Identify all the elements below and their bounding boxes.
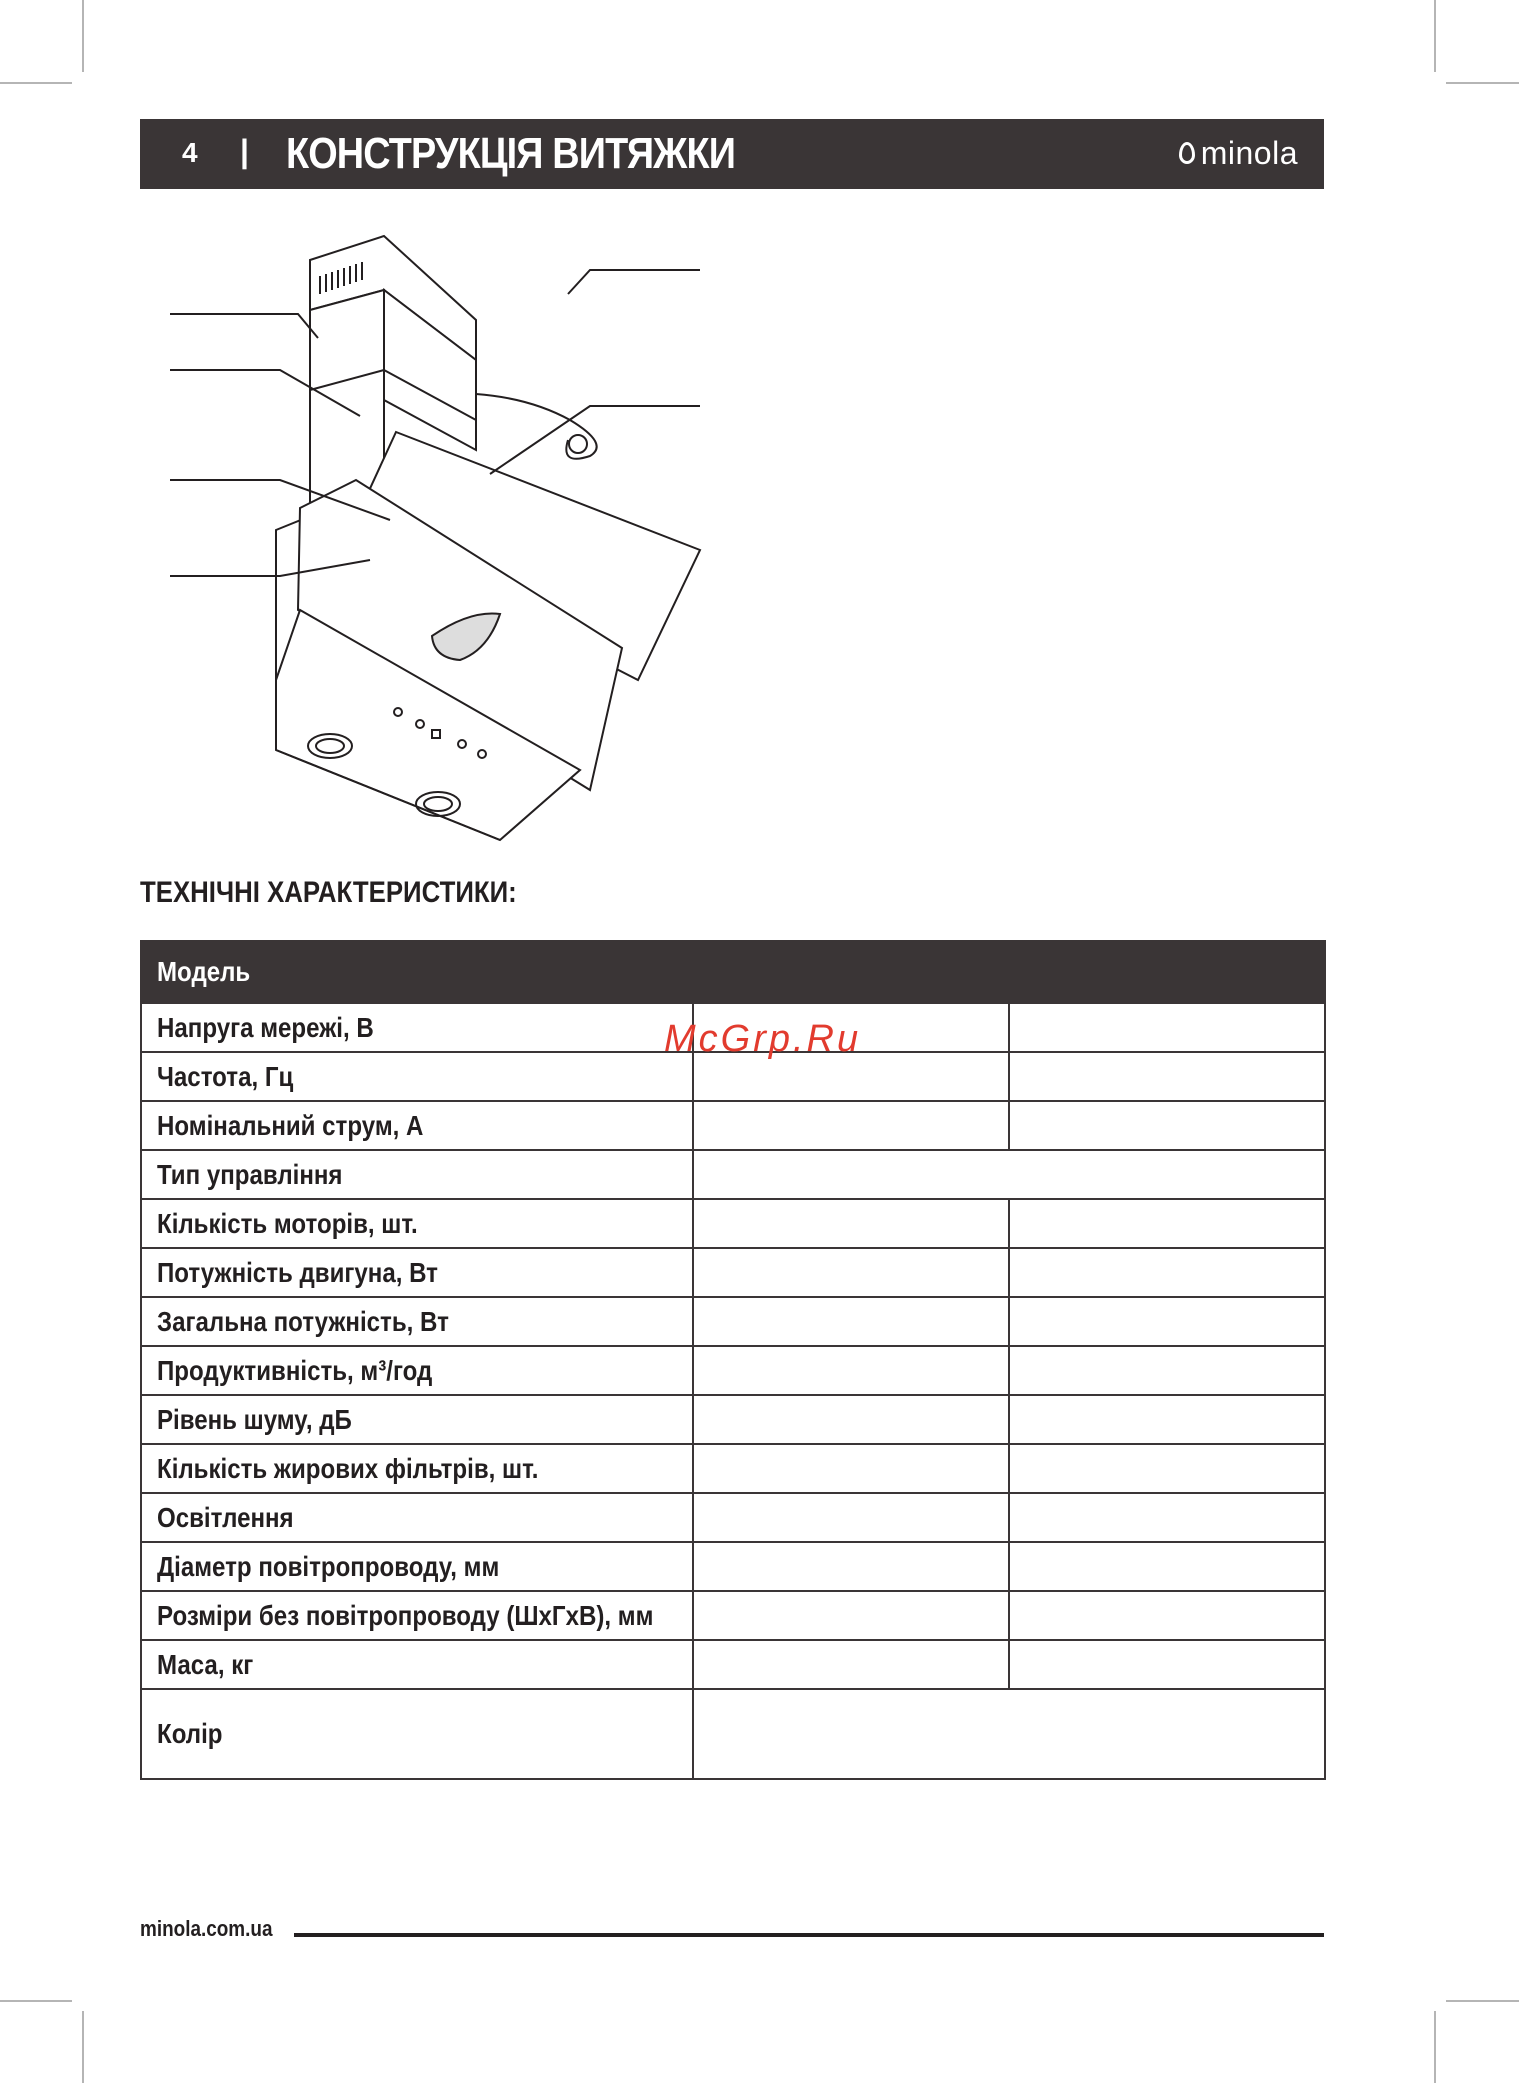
value-cell (693, 1444, 1009, 1493)
value-cell (1009, 1591, 1325, 1640)
row-label: Маса, кг (157, 1648, 254, 1680)
page-number: 4 (182, 137, 198, 168)
row-label: Потужність двигуна, Вт (157, 1256, 438, 1288)
row-label: Кількість моторів, шт. (157, 1207, 418, 1239)
table-row (141, 1493, 1325, 1542)
value-cell (1009, 1640, 1325, 1689)
row-label: Діаметр повітропроводу, мм (157, 1550, 500, 1582)
value-cell (1009, 1052, 1325, 1101)
row-label: Рівень шуму, дБ (157, 1403, 352, 1435)
value-cell (1009, 1542, 1325, 1591)
crop-mark (0, 82, 72, 84)
footer-url[interactable]: minola.com.ua (140, 1916, 273, 1941)
hood-diagram (170, 230, 710, 850)
row-label-cell (141, 1493, 693, 1542)
table-row (141, 1542, 1325, 1591)
row-label: Номінальний струм, А (157, 1109, 424, 1141)
value-cell (1009, 1395, 1325, 1444)
value-cell (693, 1493, 1009, 1542)
callout-line (170, 314, 318, 338)
row-label-cell (141, 1444, 693, 1493)
table-header-row (141, 941, 1325, 1003)
value-cell (1009, 1346, 1325, 1395)
brand-logo (1179, 135, 1298, 171)
plug-icon (569, 435, 587, 453)
value-cell (1009, 1199, 1325, 1248)
row-label: Колір (157, 1718, 223, 1749)
row-label: Загальна потужність, Вт (157, 1305, 449, 1337)
power-cable (476, 394, 597, 459)
logo-drop-icon (1179, 142, 1195, 164)
value-cell (693, 1150, 1325, 1199)
column-header (141, 941, 693, 1003)
row-label: Тип управління (157, 1158, 343, 1190)
value-cell (1009, 1444, 1325, 1493)
specs-heading: ТЕХНІЧНІ ХАРАКТЕРИСТИКИ: (140, 876, 517, 909)
row-label-cell (141, 1542, 693, 1591)
table-row (141, 1444, 1325, 1493)
crop-mark (1434, 0, 1436, 72)
specs-table (140, 940, 1326, 1780)
row-label-cell (141, 1248, 693, 1297)
table-row (141, 1395, 1325, 1444)
row-label-cell (141, 1591, 693, 1640)
value-cell (1009, 1297, 1325, 1346)
row-label-cell (141, 1297, 693, 1346)
value-cell (693, 1591, 1009, 1640)
column-header (1009, 941, 1325, 1003)
row-label-cell (141, 1395, 693, 1444)
row-label-cell (141, 1003, 693, 1052)
row-label-cell (141, 1346, 693, 1395)
footer-rule (294, 1933, 1324, 1937)
value-cell (1009, 1493, 1325, 1542)
crop-mark (82, 0, 84, 72)
section-header (140, 119, 1324, 189)
section-title: КОНСТРУКЦІЯ ВИТЯЖКИ (286, 129, 736, 178)
row-label-cell (141, 1101, 693, 1150)
row-label: Напруга мережі, В (157, 1011, 374, 1043)
value-cell (693, 1346, 1009, 1395)
row-label: Продуктивність, м³/год (157, 1354, 433, 1386)
table-row (141, 1248, 1325, 1297)
watermark: McGrp.Ru (664, 1018, 862, 1060)
table-row (141, 1591, 1325, 1640)
table-row (141, 1346, 1325, 1395)
model-label: Модель (157, 956, 251, 987)
row-label-cell (141, 1199, 693, 1248)
callout-line (568, 270, 700, 294)
table-row (141, 1150, 1325, 1199)
value-cell (693, 1248, 1009, 1297)
row-label: Частота, Гц (157, 1060, 294, 1092)
row-label-cell (141, 1640, 693, 1689)
value-cell (1009, 1248, 1325, 1297)
value-cell (693, 1395, 1009, 1444)
crop-mark (1446, 2000, 1519, 2002)
value-cell (693, 1297, 1009, 1346)
table-row (141, 1101, 1325, 1150)
crop-mark (0, 2000, 72, 2002)
header-separator: | (240, 133, 249, 169)
value-cell (1009, 1101, 1325, 1150)
table-row (141, 1689, 1325, 1779)
value-cell (693, 1689, 1325, 1779)
row-label: Кількість жирових фільтрів, шт. (157, 1452, 539, 1484)
row-label: Освітлення (157, 1501, 294, 1533)
table-row (141, 1297, 1325, 1346)
value-cell (1009, 1003, 1325, 1052)
table-row (141, 1199, 1325, 1248)
row-label-cell (141, 1052, 693, 1101)
value-cell (693, 1640, 1009, 1689)
table-row (141, 1640, 1325, 1689)
crop-mark (1434, 2011, 1436, 2083)
column-header (693, 941, 1009, 1003)
crop-mark (82, 2011, 84, 2083)
brand-name: minola (1200, 134, 1298, 171)
crop-mark (1446, 82, 1519, 84)
row-label: Розміри без повітропроводу (ШхГхВ), мм (157, 1599, 654, 1631)
value-cell (693, 1542, 1009, 1591)
value-cell (693, 1199, 1009, 1248)
value-cell (693, 1101, 1009, 1150)
row-label-cell (141, 1150, 693, 1199)
row-label-cell (141, 1689, 693, 1779)
